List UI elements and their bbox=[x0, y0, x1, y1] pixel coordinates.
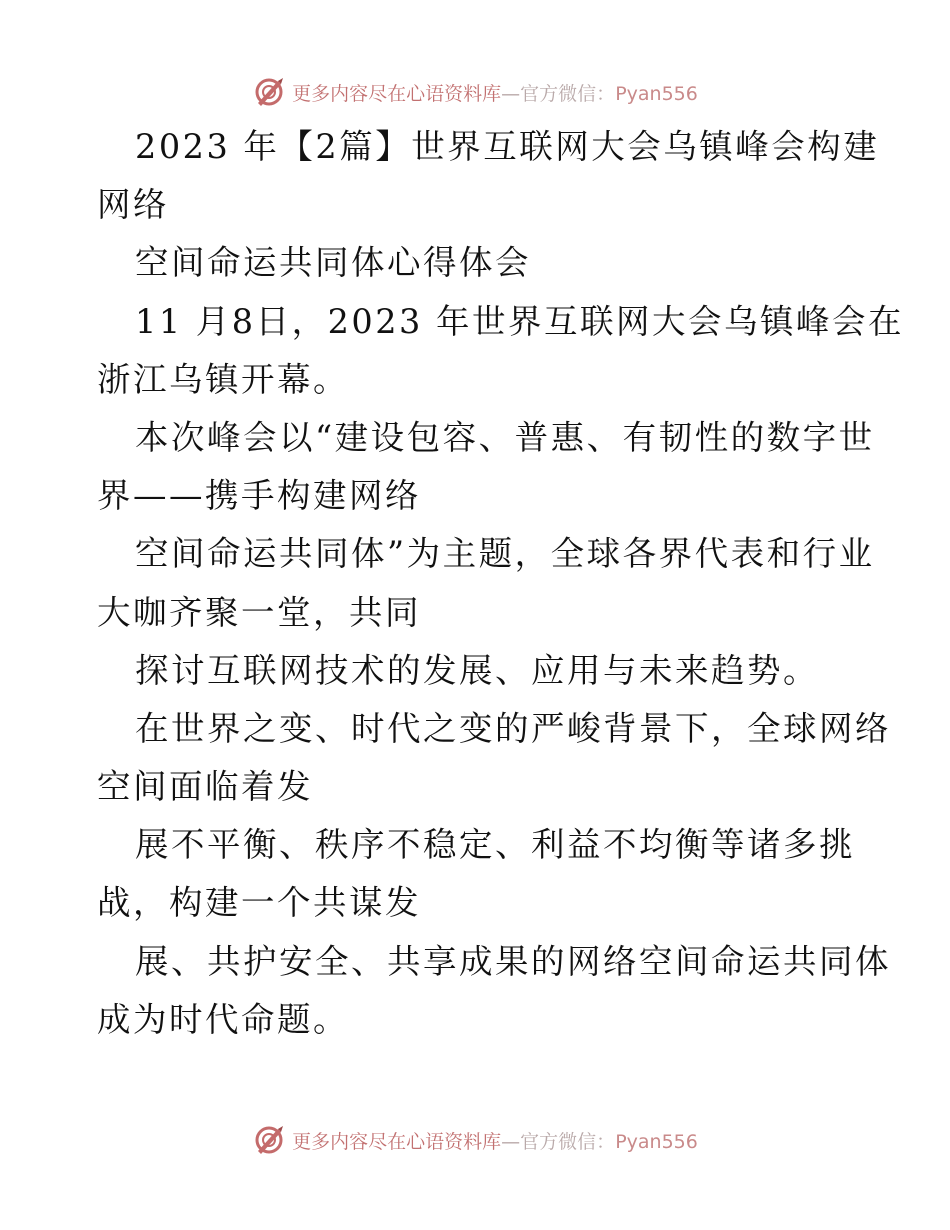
paragraph-line: 战，构建一个共谋发 bbox=[97, 883, 421, 923]
title-line-1: 2023 年【2篇】世界互联网大会乌镇峰会构建 bbox=[135, 127, 880, 166]
paragraph-line: 在世界之变、时代之变的严峻背景下，全球网络 bbox=[135, 708, 891, 748]
document-body bbox=[97, 118, 904, 1049]
paragraph-line: 探讨互联网技术的发展、应用与未来趋势。 bbox=[135, 650, 819, 690]
paragraph-line: 空间命运共同体”为主题，全球各界代表和行业 bbox=[135, 534, 875, 574]
paragraph-line: 界——携手构建网络 bbox=[97, 476, 421, 516]
paragraph-line: 本次峰会以“建设包容、普惠、有韧性的数字世 bbox=[135, 417, 875, 457]
footer-watermark bbox=[0, 1120, 950, 1160]
pen-logo-icon bbox=[252, 75, 286, 109]
watermark-text: 更多内容尽在心语资料库—官方微信：Pyan556 bbox=[292, 1130, 698, 1153]
paragraph-line: 11 月8日，2023 年世界互联网大会乌镇峰会在 bbox=[135, 301, 904, 341]
paragraph-line: 大咖齐聚一堂，共同 bbox=[97, 592, 421, 632]
watermark-text: 更多内容尽在心语资料库—官方微信：Pyan556 bbox=[292, 82, 698, 105]
paragraph-line: 展、共护安全、共享成果的网络空间命运共同体 bbox=[135, 941, 891, 981]
header-watermark bbox=[0, 72, 950, 112]
paragraph-line: 空间面临着发 bbox=[97, 767, 313, 807]
pen-logo-icon bbox=[252, 1123, 286, 1157]
subtitle-line: 空间命运共同体心得体会 bbox=[135, 243, 531, 283]
paragraph-line: 成为时代命题。 bbox=[97, 999, 349, 1039]
paragraph-line: 浙江乌镇开幕。 bbox=[97, 359, 349, 399]
title-line-2: 网络 bbox=[97, 185, 169, 225]
paragraph-line: 展不平衡、秩序不稳定、利益不均衡等诸多挑 bbox=[135, 825, 855, 865]
